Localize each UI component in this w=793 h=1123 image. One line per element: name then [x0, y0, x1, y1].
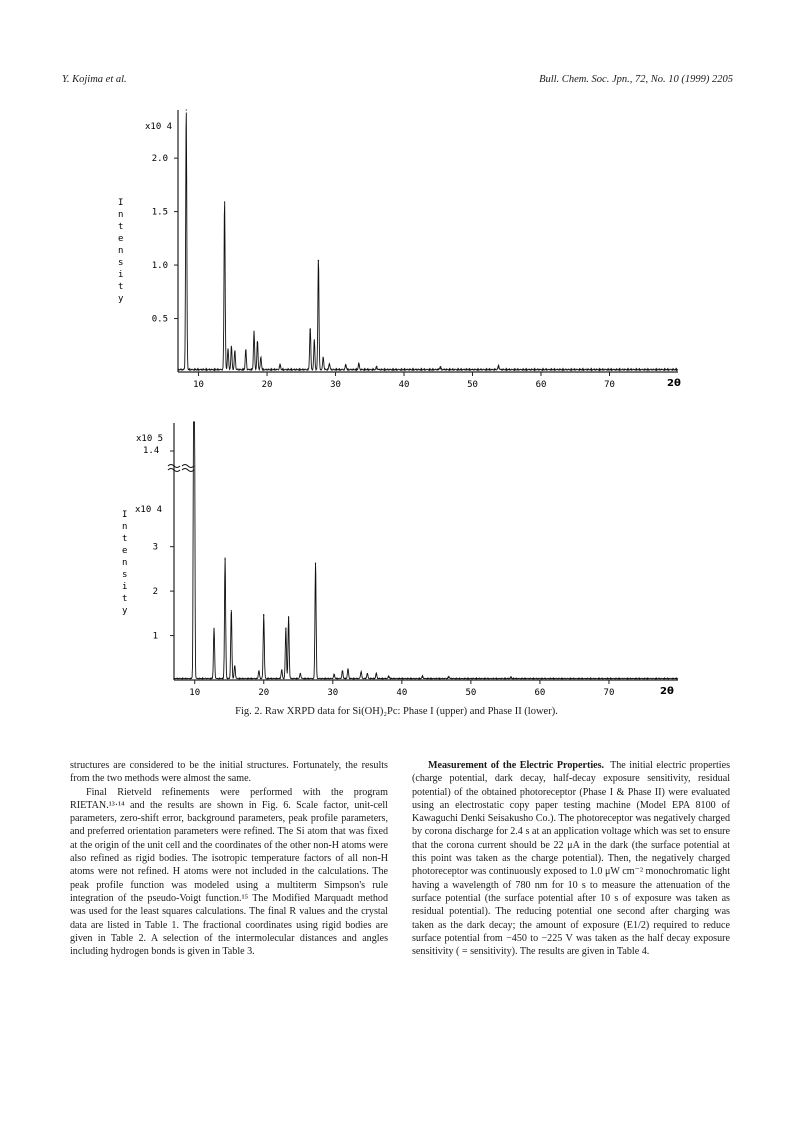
svg-text:I: I — [122, 510, 128, 520]
chart1-xtick-label: 30 — [330, 380, 341, 390]
paragraph-electric-body: The initial electric properties (charge potential, dark decay, half-decay exposure sensitivity, residual potential) of the obtained photoreceptor (Phase I & Phase II) were evaluated using an electrostatic copy paper testing machine (Model EPA 8100 of Kawaguchi Denki Seisakusho Co.). The photoreceptor was negatively charged by corona discharge for 2.4 s at an application voltage which was set to ensure that the corona current should be 22 μA in the dark (the surface potential at this point was taken as the charge potential). Then, the negatively charged photoreceptor was continuously exposed to 1.0 μW cm⁻² monochromatic light having a wavelength of 780 nm for 10 s to measure the attenuation of the surface potential (the surface potential after 10 s of exposure was taken as residual potential). The reducing potential one second after charging was taken as the dark decay; the amount of exposure (E1/2) required to reduce surface potential from −450 to −225 V was taken as the half decay exposure sensitivity ( = sensitivity). The results are given in Table 4. — [412, 760, 730, 958]
chart2-peak — [231, 610, 232, 611]
chart2-xtick-label: 50 — [465, 688, 477, 698]
paragraph-electric-properties — [412, 759, 730, 958]
chart1-xlabel: 2θ — [667, 378, 681, 389]
svg-text:n: n — [118, 210, 124, 220]
svg-text:t: t — [118, 222, 124, 232]
chart1-xtick-label: 10 — [193, 380, 204, 390]
svg-text:e: e — [122, 546, 128, 556]
svg-text:t: t — [122, 534, 128, 544]
chart1-peak — [186, 109, 187, 110]
chart1-ytick-label: 1.5 — [151, 207, 168, 218]
chart1-ytick-label: 1.0 — [151, 261, 168, 272]
chart2-xtick-label: 40 — [396, 688, 408, 698]
chart2-ylabel — [122, 510, 128, 616]
svg-text:e: e — [118, 234, 124, 244]
chart-phase-1 — [118, 109, 681, 390]
svg-text:I: I — [118, 198, 124, 208]
chart2-tick-label-1.4: 1.4 — [143, 446, 160, 456]
svg-text:i: i — [118, 270, 124, 280]
chart1-xtick-label: 20 — [261, 380, 273, 390]
chart1-ytick-label: 0.5 — [151, 314, 168, 325]
chart2-multiplier-lower: x10 4 — [135, 505, 163, 515]
chart1-ylabel — [118, 198, 124, 304]
chart1-xtick-label: 40 — [398, 380, 410, 390]
svg-text:n: n — [118, 246, 124, 256]
chart2-xtick-label: 70 — [603, 688, 615, 698]
chart2-xtick-label: 30 — [327, 688, 339, 698]
chart1-peak — [224, 201, 225, 202]
svg-text:t: t — [122, 594, 128, 604]
svg-text:i: i — [122, 582, 128, 592]
svg-text:n: n — [122, 558, 128, 568]
chart2-xlabel: 2θ — [660, 686, 674, 697]
chart1-multiplier: x10 4 — [145, 122, 173, 132]
chart2-ytick-label: 1 — [152, 631, 158, 642]
chart1-ytick-label: 2.0 — [151, 154, 168, 165]
chart2-trace — [174, 422, 678, 679]
chart2-xtick-label: 10 — [189, 688, 201, 698]
chart1-xtick-label: 50 — [467, 380, 478, 390]
chart1-xtick-label: 60 — [535, 380, 547, 390]
right-column — [412, 759, 730, 958]
chart2-ytick-label: 3 — [152, 542, 158, 553]
chart2-ytick-label: 2 — [152, 587, 158, 598]
chart2-xtick-label: 60 — [534, 688, 546, 698]
chart2-multiplier-upper: x10 5 — [136, 434, 164, 444]
running-header-journal: Bull. Chem. Soc. Jpn., 72, No. 10 (1999) 2205 — [539, 74, 733, 85]
svg-text:t: t — [118, 282, 124, 292]
paragraph-structures: structures are considered to be the initial structures. Fortunately, the results from the two methods were almost the same. — [70, 760, 388, 785]
chart2-xtick-label: 20 — [258, 688, 270, 698]
paragraph-rietveld: Final Rietveld refinements were performed with the program RIETAN.¹³·¹⁴ and the results are shown in Fig. 6. Scale factor, unit-cell parameters, zero-shift error, background parameters, peak profile parameters, and preferred orientation parameters were refined. The Si atom that was fixed at the origin of the unit cell and the coordinates of the other non-H atoms were also refined as rigid bodies. The isotropic temperature factors of all non-H atoms were not refined. H atoms were not included in the calculations. The peak profile function was modeled using a multiterm Simpson's rule integration of the pseudo-Voigt function.¹⁵ The Modified Marquadt method was used for the least squares calculations. The final R values and the crystal data are listed in Table 1. The fractional coordinates using rigid bodies are given in Table 2. A selection of the intermolecular distances and angles including hydrogen bonds is given in Table 3. — [70, 786, 388, 958]
svg-text:y: y — [122, 606, 128, 616]
left-column — [70, 759, 388, 958]
chart1-trace — [178, 113, 678, 371]
figure-caption: Fig. 2. Raw XRPD data for Si(OH)₂Pc: Phase I (upper) and Phase II (lower). — [235, 706, 558, 717]
chart1-xtick-label: 70 — [604, 380, 615, 390]
section-heading: Measurement of the Electric Properties. — [428, 760, 605, 771]
chart2-axis-break — [168, 465, 194, 472]
svg-text:s: s — [122, 570, 128, 580]
running-header-authors: Y. Kojima et al. — [62, 74, 127, 85]
svg-text:s: s — [118, 258, 124, 268]
svg-text:y: y — [118, 294, 124, 304]
chart-phase-2 — [122, 421, 678, 698]
svg-text:n: n — [122, 522, 128, 532]
